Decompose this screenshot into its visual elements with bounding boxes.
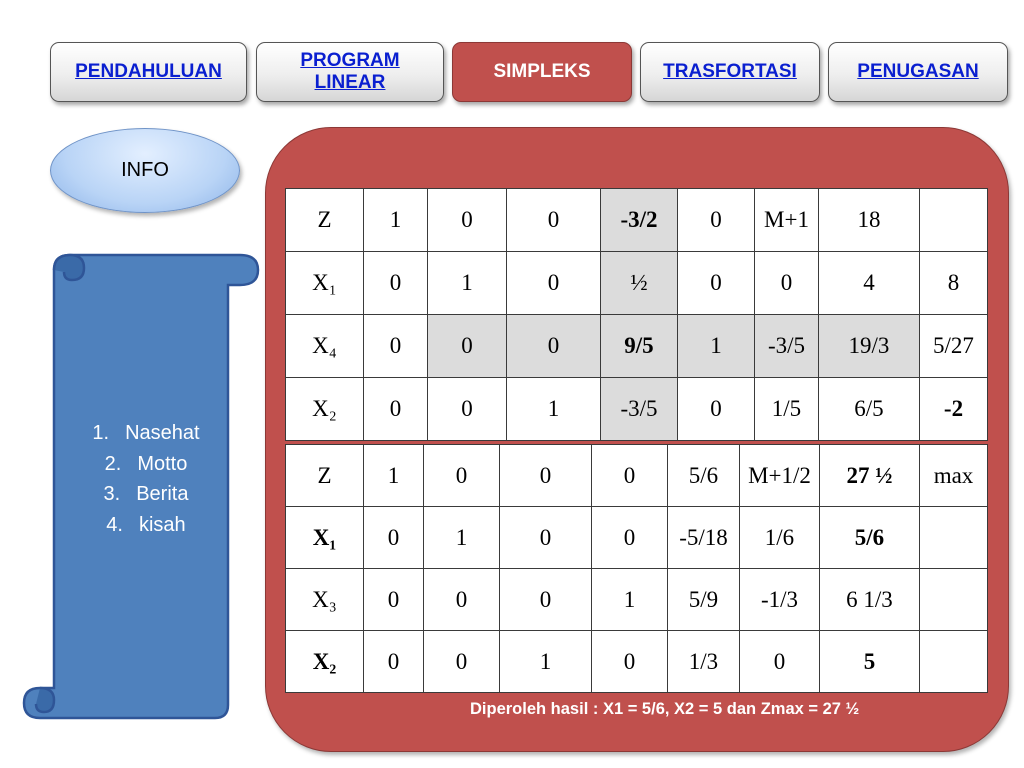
list-number: 2. bbox=[104, 452, 122, 475]
table-cell: X₁ bbox=[286, 252, 364, 315]
nav-program-linear-line1: PROGRAM bbox=[300, 50, 400, 71]
table-cell: 1 bbox=[678, 315, 755, 378]
nav-program-linear-button[interactable] bbox=[256, 42, 444, 102]
table-row bbox=[286, 189, 988, 252]
table-cell: Z bbox=[286, 189, 364, 252]
table-row bbox=[286, 252, 988, 315]
nav-penugasan-label: PENUGASAN bbox=[857, 61, 979, 82]
table-cell: 19/3 bbox=[819, 315, 920, 378]
table-cell: 0 bbox=[364, 631, 424, 693]
table-cell: 0 bbox=[755, 252, 819, 315]
table-cell: 0 bbox=[424, 569, 500, 631]
table-cell: 0 bbox=[592, 631, 668, 693]
nav-simpleks-button[interactable] bbox=[452, 42, 632, 102]
table-cell: -2 bbox=[920, 378, 988, 441]
table-cell: 0 bbox=[364, 315, 428, 378]
table-cell: 1 bbox=[500, 631, 592, 693]
table-cell: 0 bbox=[678, 378, 755, 441]
table-row bbox=[286, 631, 988, 693]
table-cell: 0 bbox=[364, 569, 424, 631]
result-text: Diperoleh hasil : X1 = 5/6, X2 = 5 dan Zmax = 27 ½ bbox=[470, 700, 860, 718]
table-cell: 0 bbox=[364, 507, 424, 569]
table-cell: 4 bbox=[819, 252, 920, 315]
table-cell: X₃ bbox=[286, 569, 364, 631]
table-cell: 27 ½ bbox=[820, 445, 920, 507]
table-cell: 5/6 bbox=[820, 507, 920, 569]
table-row bbox=[286, 378, 988, 441]
simplex-table-iteration-2 bbox=[285, 444, 988, 693]
table-cell: 0 bbox=[507, 252, 601, 315]
table-cell: 0 bbox=[740, 631, 820, 693]
scroll-banner bbox=[0, 0, 270, 730]
table-cell: Z bbox=[286, 445, 364, 507]
table-cell: 1 bbox=[428, 252, 507, 315]
table-row bbox=[286, 445, 988, 507]
table-cell: 0 bbox=[500, 507, 592, 569]
table-cell: -1/3 bbox=[740, 569, 820, 631]
nav-simpleks-label: SIMPLEKS bbox=[493, 61, 591, 82]
table-cell: M+1 bbox=[755, 189, 819, 252]
table-cell: 0 bbox=[507, 189, 601, 252]
nav-trasfortasi-label: TRASFORTASI bbox=[663, 61, 797, 82]
table-row bbox=[286, 315, 988, 378]
simplex-table-iteration-1 bbox=[285, 188, 988, 441]
list-label: Berita bbox=[136, 483, 189, 505]
table-row bbox=[286, 569, 988, 631]
table-cell: 0 bbox=[428, 378, 507, 441]
table-row bbox=[286, 507, 988, 569]
table-cell: X₄ bbox=[286, 315, 364, 378]
table-cell: 0 bbox=[500, 569, 592, 631]
table-cell: 1 bbox=[424, 507, 500, 569]
table-cell: 9/5 bbox=[601, 315, 678, 378]
table-cell: 0 bbox=[424, 631, 500, 693]
table-cell: 0 bbox=[678, 189, 755, 252]
table-cell: 0 bbox=[678, 252, 755, 315]
table-cell: ½ bbox=[601, 252, 678, 315]
table-cell: X₂ bbox=[286, 631, 364, 693]
table-cell: 5/6 bbox=[668, 445, 740, 507]
table-cell: 1 bbox=[364, 445, 424, 507]
table-cell: 5/9 bbox=[668, 569, 740, 631]
table-cell bbox=[920, 569, 988, 631]
info-label: INFO bbox=[121, 159, 169, 181]
table-cell: 0 bbox=[507, 315, 601, 378]
table-cell: -3/5 bbox=[755, 315, 819, 378]
table-cell: 0 bbox=[428, 189, 507, 252]
table-cell: 0 bbox=[364, 252, 428, 315]
nav-program-linear-label bbox=[300, 50, 399, 94]
table-cell: X₂ bbox=[286, 378, 364, 441]
table-cell: 0 bbox=[428, 315, 507, 378]
table-cell: 0 bbox=[500, 445, 592, 507]
table-cell: -3/2 bbox=[601, 189, 678, 252]
nav-trasfortasi-button[interactable] bbox=[640, 42, 820, 102]
table-cell: 0 bbox=[364, 378, 428, 441]
table-cell: M+1/2 bbox=[740, 445, 820, 507]
scroll-menu-item[interactable] bbox=[66, 479, 226, 510]
nav-program-linear-line2: LINEAR bbox=[314, 72, 386, 93]
table-cell bbox=[920, 631, 988, 693]
table-cell bbox=[920, 507, 988, 569]
list-number: 3. bbox=[103, 483, 121, 505]
list-label: Nasehat bbox=[125, 422, 200, 444]
table-cell: -5/18 bbox=[668, 507, 740, 569]
nav-pendahuluan-label: PENDAHULUAN bbox=[75, 61, 222, 82]
table-cell: 5/27 bbox=[920, 315, 988, 378]
list-label: kisah bbox=[138, 513, 186, 536]
table-cell: 1/5 bbox=[755, 378, 819, 441]
table-cell: 6 1/3 bbox=[820, 569, 920, 631]
scroll-menu-item[interactable] bbox=[66, 510, 226, 541]
nav-penugasan-button[interactable] bbox=[828, 42, 1008, 102]
table-cell: max bbox=[920, 445, 988, 507]
scroll-menu-item[interactable] bbox=[66, 449, 226, 480]
scroll-menu-list bbox=[66, 418, 226, 540]
table-cell: 0 bbox=[592, 507, 668, 569]
table-cell: 18 bbox=[819, 189, 920, 252]
table-cell: 5 bbox=[820, 631, 920, 693]
table-cell: 0 bbox=[592, 445, 668, 507]
table-cell: 1/3 bbox=[668, 631, 740, 693]
scroll-menu-item[interactable] bbox=[66, 418, 226, 449]
table-cell: -3/5 bbox=[601, 378, 678, 441]
list-label: Motto bbox=[137, 452, 188, 475]
table-cell: 6/5 bbox=[819, 378, 920, 441]
table-cell: X₁ bbox=[286, 507, 364, 569]
list-number: 1. bbox=[92, 422, 110, 444]
table-cell: 0 bbox=[424, 445, 500, 507]
table-cell: 1 bbox=[592, 569, 668, 631]
table-cell bbox=[920, 189, 988, 252]
table-cell: 1 bbox=[507, 378, 601, 441]
table-cell: 8 bbox=[920, 252, 988, 315]
table-cell: 1 bbox=[364, 189, 428, 252]
table-cell: 1/6 bbox=[740, 507, 820, 569]
list-number: 4. bbox=[106, 513, 123, 536]
